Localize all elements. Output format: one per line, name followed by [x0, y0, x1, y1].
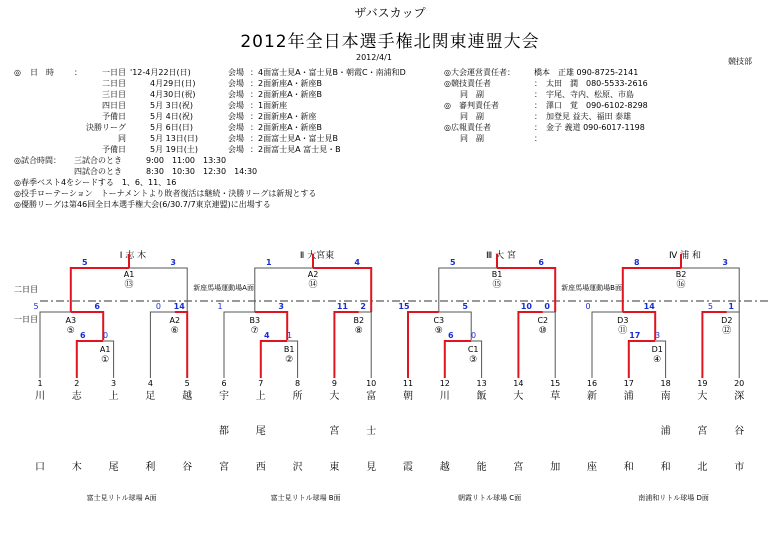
times-values: 9:00 11:00 13:30: [146, 156, 227, 165]
schedule-venue-label: 会場: [228, 112, 244, 121]
team-name-char: 浦: [623, 391, 634, 402]
schedule-venue: ：2面富士見A・富士見B: [250, 134, 339, 143]
schedule-venue: ：1面新座: [250, 101, 288, 110]
team-name-char: 宮: [697, 426, 708, 437]
score: 6: [448, 331, 454, 340]
schedule-round: 二日目: [102, 79, 126, 88]
team-number: 10: [366, 379, 377, 388]
score: 5: [707, 302, 713, 311]
team-number: 19: [697, 379, 708, 388]
schedule-round: 四日目: [102, 101, 126, 110]
score: 5: [82, 258, 88, 267]
score: 6: [80, 331, 86, 340]
team-name-char: 川: [35, 391, 45, 402]
game-code: C2: [537, 316, 549, 325]
score: 11: [336, 302, 348, 311]
team-name-char: 沢: [292, 462, 303, 473]
score: 1: [266, 258, 272, 267]
game-number: ⑪: [618, 326, 628, 336]
official-row: ◎大会運営責任者： 橋本 正雄 090-8725-2141: [444, 68, 639, 77]
team-name-char: 東: [329, 462, 340, 473]
schedule-round: 一日目: [102, 68, 126, 77]
score: 1: [287, 331, 293, 340]
schedule-date: 5月 4日(祝): [150, 112, 193, 121]
team-name-char: 越: [182, 391, 193, 402]
team-number: 8: [295, 379, 301, 388]
times-slot: 三試合のとき: [74, 156, 122, 165]
schedule-date: '12-4月22日(日): [130, 68, 191, 77]
game-code: A2: [169, 316, 181, 325]
team-name-char: 加: [550, 462, 561, 473]
game-code: B2: [675, 270, 687, 279]
game-code: C1: [467, 345, 479, 354]
schedule-venue-label: 会場: [228, 79, 244, 88]
score: 3: [278, 302, 284, 311]
game-number: ⑫: [722, 326, 732, 336]
schedule-venue: ：2面新座A・新座: [250, 112, 317, 121]
team-name-char: 尾: [108, 462, 119, 473]
schedule-venue-label: 会場: [228, 134, 244, 143]
score: 10: [520, 302, 532, 311]
score: 0: [544, 302, 550, 311]
official-row: ◎広報責任者 ： 金子 義道 090-6017-1198: [444, 123, 645, 132]
field-label: 南浦和リトル球場 D面: [638, 494, 709, 502]
schedule-date: 5月 3日(祝): [150, 101, 193, 110]
team-number: 18: [660, 379, 671, 388]
schedule-round: 三日目: [102, 90, 126, 99]
schedule-round: 予備日: [102, 112, 126, 121]
department-name: 競技部: [728, 57, 752, 66]
game-number: ⑯: [676, 280, 686, 290]
score: 3: [170, 258, 176, 267]
team-name-char: 宮: [513, 462, 524, 473]
team-name-char: 霞: [403, 462, 413, 473]
team-name-char: 志: [71, 391, 82, 402]
team-number: 12: [439, 379, 450, 388]
team-name-char: 口: [35, 462, 45, 473]
game-code: A3: [65, 316, 77, 325]
game-number: ⑧: [354, 326, 363, 336]
schedule-round: 予備日: [102, 145, 126, 154]
team-number: 7: [258, 379, 264, 388]
score: 0: [103, 331, 109, 340]
team-name-char: 木: [71, 462, 82, 473]
team-name-char: 利: [145, 462, 156, 473]
schedule-venue: ：2面新座A・新座B: [250, 79, 323, 88]
schedule-date: 4月30日(祝): [150, 90, 196, 99]
team-name-char: 飯: [476, 391, 487, 402]
game-number: ②: [285, 355, 294, 365]
score: 8: [634, 258, 640, 267]
day2-label: 二日目: [14, 285, 38, 294]
team-name-char: 越: [439, 462, 450, 473]
block-name: Ⅱ 大宮東: [299, 251, 335, 261]
times-label: ◎試合時間：: [14, 156, 61, 165]
game-code: B2: [353, 316, 365, 325]
official-row: 同 副 ： 加登見 益夫、福田 泰雄: [444, 112, 632, 121]
score: 3: [655, 331, 661, 340]
team-name-char: 西: [255, 462, 266, 473]
team-number: 5: [184, 379, 190, 388]
team-name-char: 大: [697, 391, 708, 402]
team-name-char: 川: [439, 391, 450, 402]
issue-date: 2012/4/1: [356, 53, 392, 62]
schedule-venue-label: 会場: [228, 145, 244, 154]
team-name-char: 所: [292, 391, 303, 402]
team-name-char: 上: [255, 391, 266, 402]
score: 15: [398, 302, 410, 311]
team-name-char: 浦: [660, 426, 671, 437]
team-name-char: 上: [108, 391, 119, 402]
team-name-char: 草: [550, 391, 561, 402]
times-slot: 四試合のとき: [74, 167, 122, 176]
schedule-round: 同: [118, 134, 126, 143]
official-row: ◎ 審判責任者 ： 澤口 覚 090-6102-8298: [444, 101, 648, 110]
team-name-char: 和: [623, 462, 634, 473]
team-name-char: 和: [660, 462, 671, 473]
score: 1: [217, 302, 223, 311]
game-number: ⑦: [250, 326, 259, 336]
team-name-char: 新: [587, 391, 597, 402]
schedule-colon: ：: [74, 68, 82, 77]
score: 14: [173, 302, 185, 311]
score: 3: [722, 258, 728, 267]
score: 14: [643, 302, 655, 311]
game-number: ⑬: [124, 280, 134, 290]
official-row: 同 副 ：: [444, 134, 542, 143]
venue-label: 新座馬場運動場B面: [561, 284, 623, 292]
score: 5: [462, 302, 468, 311]
game-code: A1: [123, 270, 135, 279]
schedule-venue-label: 会場: [228, 90, 244, 99]
schedule-venue-label: 会場: [228, 101, 244, 110]
team-number: 14: [513, 379, 524, 388]
field-label: 富士見リトル球場 A面: [86, 494, 157, 502]
schedule-date: 5月 13日(日): [150, 134, 199, 143]
team-name-char: 見: [366, 462, 377, 473]
team-name-char: 大: [329, 391, 340, 402]
game-number: ①: [101, 355, 110, 365]
game-number: ⑨: [434, 326, 443, 336]
game-code: B1: [283, 345, 295, 354]
team-number: 17: [623, 379, 634, 388]
team-number: 9: [331, 379, 337, 388]
score: 6: [538, 258, 544, 267]
team-name-char: 大: [513, 391, 524, 402]
schedule-venue: ：4面富士見A・富士見B・朝霞C・南浦和D: [250, 68, 406, 77]
sponsor-name: ザバスカップ: [354, 6, 426, 20]
team-name-char: 北: [697, 462, 708, 473]
game-code: D1: [651, 345, 663, 354]
field-label: 朝霞リトル球場 C面: [458, 494, 522, 502]
score: 4: [264, 331, 270, 340]
team-name-char: 足: [145, 391, 156, 402]
game-code: B3: [249, 316, 261, 325]
game-number: ③: [469, 355, 478, 365]
game-number: ⑥: [170, 326, 179, 336]
team-name-char: 尾: [255, 426, 266, 437]
team-name-char: 谷: [734, 426, 745, 437]
score: 2: [360, 302, 366, 311]
score: 0: [155, 302, 161, 311]
team-number: 1: [37, 379, 43, 388]
score: 1: [728, 302, 734, 311]
schedule-venue: ：2面新座A・新座B: [250, 123, 323, 132]
team-number: 2: [74, 379, 80, 388]
game-code: A1: [99, 345, 111, 354]
game-number: ⑭: [308, 280, 318, 290]
schedule-mark: ◎: [14, 68, 21, 77]
official-row: 同 副 ： 宇尾、寺内、松原、市島: [444, 90, 634, 99]
team-name-char: 朝: [403, 391, 413, 402]
game-code: D3: [617, 316, 629, 325]
game-code: B1: [491, 270, 503, 279]
schedule-venue: ：2面富士見A 富士見・B: [250, 145, 341, 154]
score: 0: [471, 331, 477, 340]
schedule-venue: ：2面新座A・新座B: [250, 90, 323, 99]
official-row: ◎競技責任者 ： 太田 潤 080-5533-2616: [444, 79, 648, 88]
team-name-char: 南: [660, 391, 671, 402]
team-name-char: 座: [587, 462, 597, 473]
schedule-label: 日 時: [30, 68, 54, 77]
team-number: 20: [734, 379, 745, 388]
team-name-char: 士: [366, 426, 377, 437]
schedule-round: 決勝リーグ: [86, 123, 126, 132]
team-number: 6: [221, 379, 227, 388]
block-name: Ⅲ 大 宮: [486, 251, 516, 261]
schedule-date: 5月 19日(土): [150, 145, 199, 154]
venue-label: 新座馬場運動場A面: [193, 284, 254, 292]
note: ◎春季ベスト4をシードする 1、6、11、16: [14, 178, 177, 187]
team-name-char: 市: [734, 462, 745, 473]
game-number: ④: [653, 355, 662, 365]
schedule-venue-label: 会場: [228, 123, 244, 132]
team-number: 15: [550, 379, 561, 388]
game-code: A2: [307, 270, 319, 279]
schedule-venue-label: 会場: [228, 68, 244, 77]
score: 5: [450, 258, 456, 267]
page-title: 2012年全日本選手権北関東連盟大会: [240, 32, 540, 52]
team-name-char: 谷: [182, 462, 193, 473]
team-name-char: 深: [734, 391, 745, 402]
team-number: 13: [476, 379, 487, 388]
day1-label: 一日目: [14, 315, 38, 324]
game-number: ⑤: [66, 326, 75, 336]
score: 0: [585, 302, 591, 311]
game-code: D2: [721, 316, 733, 325]
note: ◎投手ローテーション トーナメントより敗者復活は継続・決勝リーグは新規とする: [14, 189, 317, 198]
team-name-char: 能: [476, 462, 487, 473]
team-number: 4: [147, 379, 153, 388]
game-code: C3: [433, 316, 445, 325]
team-name-char: 都: [219, 426, 229, 437]
note: ◎優勝リーグは第46回全日本選手権大会(6/30.7/7東京連盟)に出場する: [14, 200, 271, 209]
team-name-char: 宮: [329, 426, 340, 437]
game-number: ⑮: [492, 280, 502, 290]
times-values: 8:30 10:30 12:30 14:30: [146, 167, 258, 176]
block-name: Ⅳ 浦 和: [668, 251, 702, 261]
team-number: 16: [586, 379, 598, 388]
field-label: 富士見リトル球場 B面: [270, 494, 341, 502]
team-name-char: 富: [366, 391, 377, 402]
team-number: 3: [111, 379, 117, 388]
team-name-char: 宇: [219, 391, 229, 402]
schedule-date: 5月 6日(日): [150, 123, 193, 132]
game-number: ⑩: [538, 326, 547, 336]
team-number: 11: [402, 379, 414, 388]
schedule-date: 4月29日(日): [150, 79, 196, 88]
score: 5: [33, 302, 39, 311]
score: 17: [629, 331, 641, 340]
score: 4: [354, 258, 360, 267]
block-name: Ⅰ 志 木: [119, 251, 147, 261]
team-name-char: 宮: [219, 462, 229, 473]
score: 6: [94, 302, 100, 311]
